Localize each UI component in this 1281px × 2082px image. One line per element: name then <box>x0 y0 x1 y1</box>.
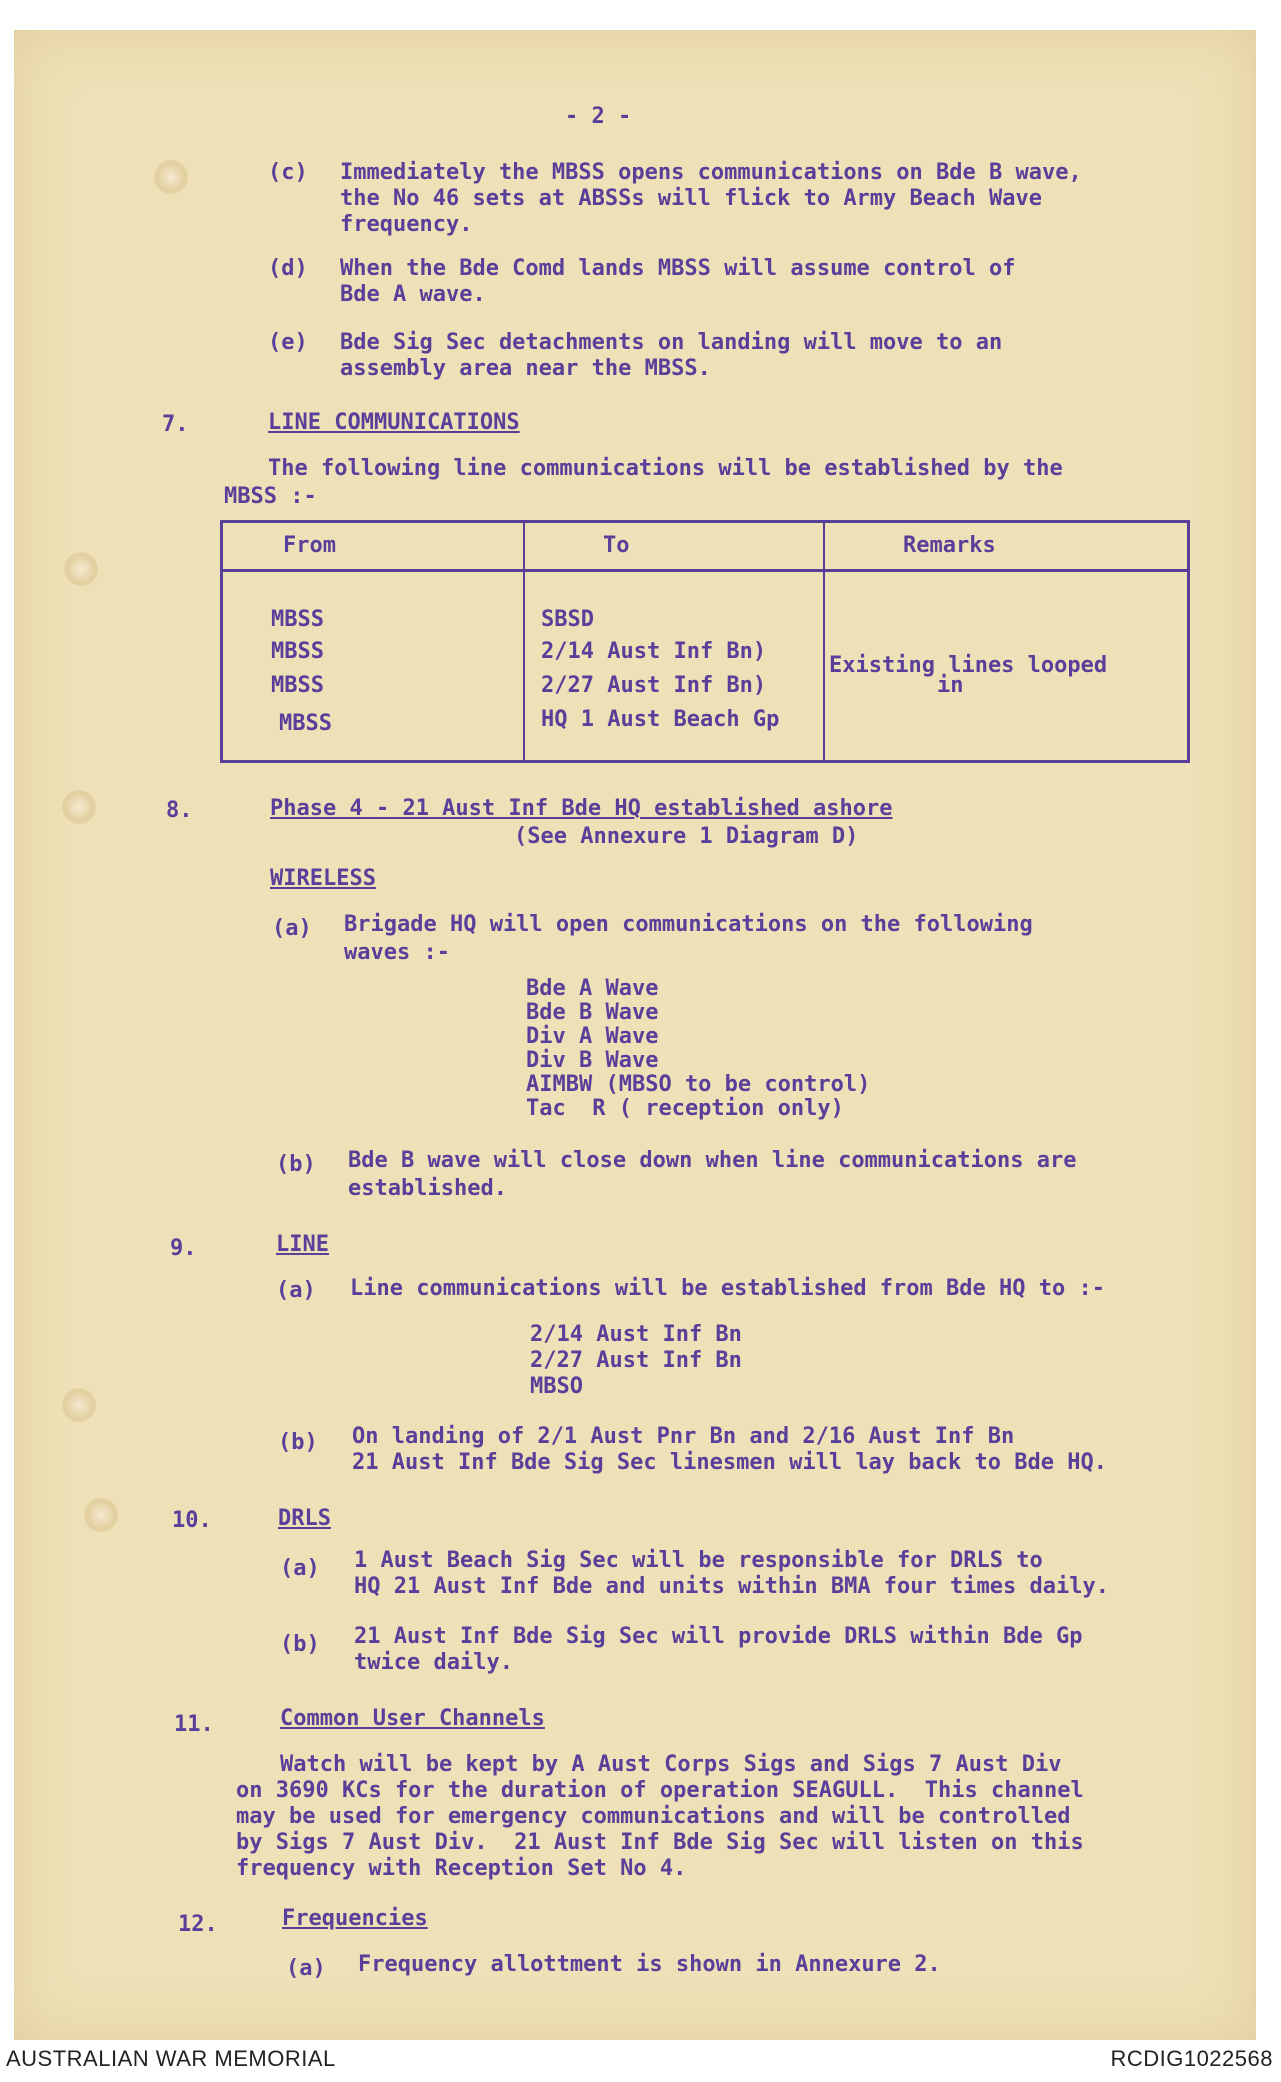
item-line: 1 Aust Beach Sig Sec will be responsible for DRLS to <box>354 1548 1043 1573</box>
wave-item: Div B Wave <box>526 1048 659 1073</box>
table-cell-from: MBSS <box>271 673 324 698</box>
punch-hole <box>64 552 98 586</box>
paragraph-line: Watch will be kept by A Aust Corps Sigs and Sigs 7 Aust Div <box>280 1752 1062 1777</box>
item-label: (b) <box>280 1632 320 1657</box>
table-cell-to: HQ 1 Aust Beach Gp <box>541 707 780 732</box>
item-line: waves :- <box>344 940 450 965</box>
item-line: 21 Aust Inf Bde Sig Sec will provide DRLS within Bde Gp <box>354 1624 1083 1649</box>
item-line: On landing of 2/1 Aust Pnr Bn and 2/16 Aust Inf Bn <box>352 1424 1015 1449</box>
item-line: frequency. <box>340 212 473 237</box>
table-cell-from: MBSS <box>271 639 324 664</box>
item-line: Bde B wave will close down when line communications are <box>348 1148 1077 1173</box>
item-line: assembly area near the MBSS. <box>340 356 711 381</box>
line-target: 2/27 Aust Inf Bn <box>530 1348 742 1373</box>
wave-item: Bde B Wave <box>526 1000 659 1025</box>
paragraph-line: may be used for emergency communications and will be controlled <box>236 1804 1071 1829</box>
punch-hole <box>84 1498 118 1532</box>
item-line: Bde Sig Sec detachments on landing will move to an <box>340 330 1003 355</box>
section-heading: Phase 4 - 21 Aust Inf Bde HQ established ashore <box>270 796 893 821</box>
section-heading: Frequencies <box>282 1906 428 1931</box>
table-cell-from: MBSS <box>279 711 332 736</box>
item-line: Immediately the MBSS opens communications on Bde B wave, <box>340 160 1082 185</box>
wave-item: Div A Wave <box>526 1024 659 1049</box>
section-number: 11. <box>174 1712 214 1737</box>
line-target: 2/14 Aust Inf Bn <box>530 1322 742 1347</box>
item-line: the No 46 sets at ABSSs will flick to Army Beach Wave <box>340 186 1042 211</box>
footer-id: RCDIG1022568 <box>1110 2046 1273 2071</box>
section-heading: DRLS <box>278 1506 331 1531</box>
item-line: Frequency allottment is shown in Annexure 2. <box>358 1952 941 1977</box>
section-number: 7. <box>162 412 189 437</box>
wave-item: Bde A Wave <box>526 976 659 1001</box>
item-line: twice daily. <box>354 1650 513 1675</box>
intro-line: MBSS :- <box>224 484 317 509</box>
section-heading: Common User Channels <box>280 1706 545 1731</box>
item-line: 21 Aust Inf Bde Sig Sec linesmen will lay back to Bde HQ. <box>352 1450 1107 1475</box>
paragraph-line: by Sigs 7 Aust Div. 21 Aust Inf Bde Sig Sec will listen on this <box>236 1830 1084 1855</box>
item-label: (a) <box>280 1556 320 1581</box>
section-subheading: (See Annexure 1 Diagram D) <box>514 824 859 849</box>
item-label: (d) <box>268 256 308 281</box>
section-number: 10. <box>172 1508 212 1533</box>
item-line: established. <box>348 1176 507 1201</box>
section-heading: LINE <box>276 1232 329 1257</box>
item-label: (e) <box>268 330 308 355</box>
table-header: Remarks <box>903 533 996 558</box>
paragraph-line: on 3690 KCs for the duration of operation SEAGULL. This channel <box>236 1778 1084 1803</box>
item-line: HQ 21 Aust Inf Bde and units within BMA four times daily. <box>354 1574 1109 1599</box>
wave-item: Tac R ( reception only) <box>526 1096 844 1121</box>
section-number: 8. <box>166 798 193 823</box>
item-label: (a) <box>276 1278 316 1303</box>
punch-hole <box>62 1388 96 1422</box>
item-label: (c) <box>268 160 308 185</box>
item-line: Bde A wave. <box>340 282 486 307</box>
item-label: (a) <box>286 1956 326 1981</box>
page-number: - 2 - <box>565 104 632 129</box>
line-comms-table <box>220 520 1190 763</box>
item-label: (b) <box>276 1152 316 1177</box>
item-label: (a) <box>272 916 312 941</box>
paragraph-line: frequency with Reception Set No 4. <box>236 1856 687 1881</box>
line-target: MBSO <box>530 1374 583 1399</box>
item-line: Line communications will be established from Bde HQ to :- <box>350 1276 1105 1301</box>
section-heading: LINE COMMUNICATIONS <box>268 410 520 435</box>
table-cell-to: 2/14 Aust Inf Bn) <box>541 639 767 664</box>
punch-hole <box>62 790 96 824</box>
table-remark: in <box>937 673 964 698</box>
section-number: 12. <box>178 1912 218 1937</box>
footer-source: AUSTRALIAN WAR MEMORIAL <box>6 2046 336 2071</box>
table-header: From <box>283 533 336 558</box>
table-cell-to: SBSD <box>541 607 594 632</box>
table-cell-to: 2/27 Aust Inf Bn) <box>541 673 767 698</box>
punch-hole <box>154 160 188 194</box>
table-remark: Existing lines looped <box>829 653 1108 678</box>
item-line: Brigade HQ will open communications on the following <box>344 912 1033 937</box>
table-cell-from: MBSS <box>271 607 324 632</box>
intro-line: The following line communications will be established by the <box>268 456 1063 481</box>
item-line: When the Bde Comd lands MBSS will assume control of <box>340 256 1016 281</box>
wave-item: AIMBW (MBSO to be control) <box>526 1072 871 1097</box>
table-header: To <box>603 533 630 558</box>
section-number: 9. <box>170 1236 197 1261</box>
item-label: (b) <box>278 1430 318 1455</box>
subsection-heading: WIRELESS <box>270 866 376 891</box>
